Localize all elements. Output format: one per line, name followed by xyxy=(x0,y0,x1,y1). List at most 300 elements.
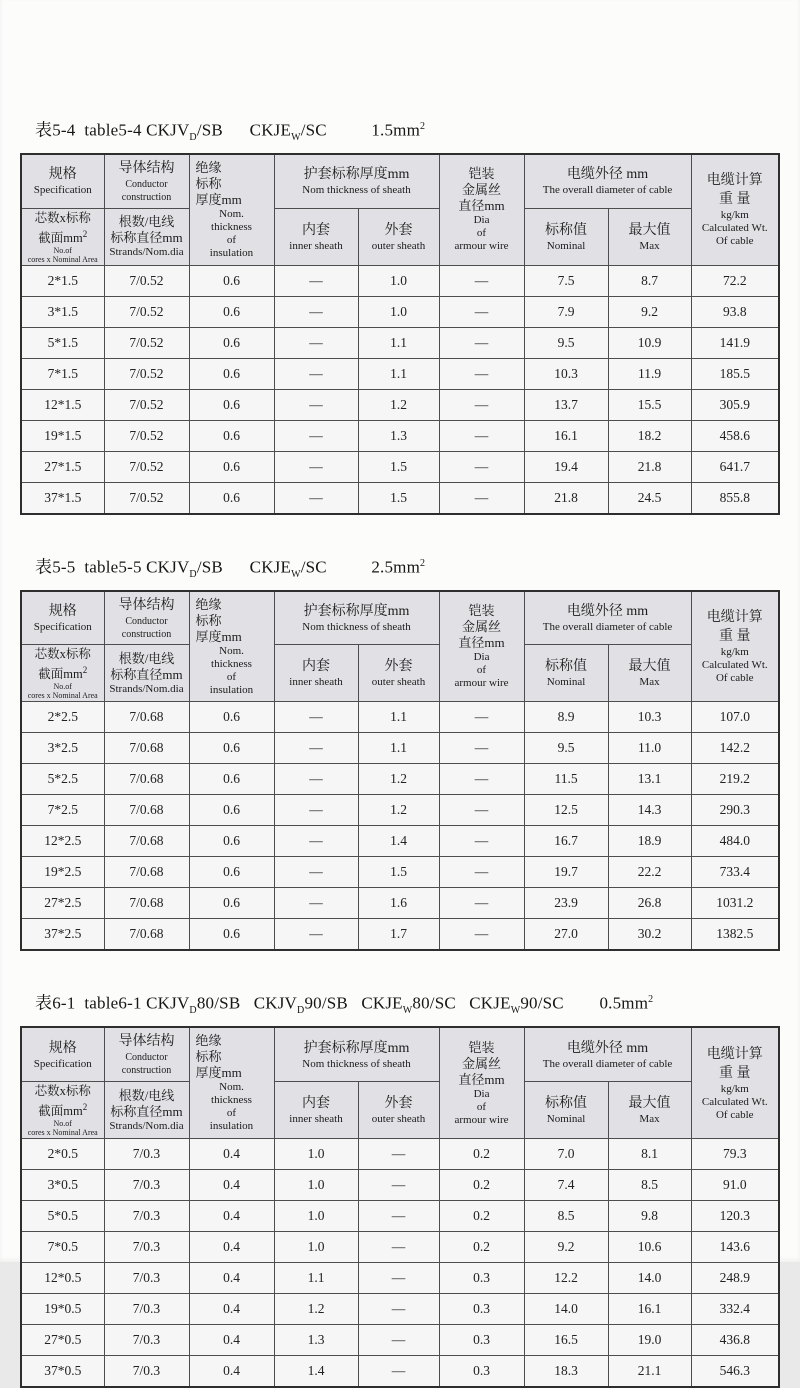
table-cell: 0.6 xyxy=(189,919,274,951)
table-cell: — xyxy=(439,265,524,296)
table-cell: 0.6 xyxy=(189,888,274,919)
table-cell: — xyxy=(274,919,358,951)
header-inner-zh: 内套 xyxy=(302,659,330,675)
header-nominal-value xyxy=(524,1081,608,1138)
table-cell: 19.4 xyxy=(524,451,608,482)
table-cell: 1031.2 xyxy=(691,888,779,919)
table-title-part: 80/SC CKJE xyxy=(412,994,511,1014)
table-cell: 7/0.3 xyxy=(104,1294,189,1325)
table-cell: — xyxy=(274,389,358,420)
header-strands-en: Strands/Nom.dia xyxy=(109,1119,184,1132)
table-cell: 7/0.52 xyxy=(104,451,189,482)
table-cell: 10.9 xyxy=(608,327,691,358)
table-cell: 12*1.5 xyxy=(21,389,104,420)
table-cell: — xyxy=(358,1232,439,1263)
header-strands-zh-line: 标称直径mm xyxy=(110,230,183,246)
table-cell: — xyxy=(439,826,524,857)
table-cell: 8.5 xyxy=(608,1170,691,1201)
table-cell: 7/0.68 xyxy=(104,702,189,733)
header-weight-en-line: Of cable xyxy=(715,235,754,248)
table-cell: 1.5 xyxy=(358,857,439,888)
cable-table-section xyxy=(20,114,778,515)
header-conductor-zh: 导体结构 xyxy=(118,597,175,613)
table-cell: — xyxy=(274,857,358,888)
table-row xyxy=(21,420,779,451)
table-cell: 5*2.5 xyxy=(21,764,104,795)
header-insulation-zh-line: 标称 xyxy=(195,175,222,191)
header-inner-en: inner sheath xyxy=(289,1113,343,1126)
table-cell: 0.6 xyxy=(189,451,274,482)
table-cell: 7/0.3 xyxy=(104,1356,189,1388)
header-weight-en-line: kg/km xyxy=(720,646,749,659)
superscript-2: 2 xyxy=(82,228,88,239)
cable-spec-table xyxy=(20,1026,780,1388)
table-row xyxy=(21,358,779,389)
header-weight-en-line: Of cable xyxy=(715,672,754,685)
table-cell: 7/0.68 xyxy=(104,826,189,857)
table-cell: 1.6 xyxy=(358,888,439,919)
table-title-part: 2 xyxy=(420,557,426,569)
table-cell: — xyxy=(274,795,358,826)
table-cell: 1.1 xyxy=(358,733,439,764)
header-max-value xyxy=(608,1081,691,1138)
header-insulation-en-line: insulation xyxy=(209,683,254,696)
header-cores-en-line: cores x Nominal Area xyxy=(27,254,98,264)
table-cell: 91.0 xyxy=(691,1170,779,1201)
header-armour-en-line: armour wire xyxy=(454,1113,509,1126)
table-cell: 23.9 xyxy=(524,888,608,919)
table-cell: 0.2 xyxy=(439,1232,524,1263)
table-title-part: 2 xyxy=(420,121,426,132)
header-insulation-thickness xyxy=(189,1027,274,1138)
header-conductor-zh: 导体结构 xyxy=(118,1034,175,1050)
table-row xyxy=(21,482,779,514)
header-max-value xyxy=(608,645,691,702)
header-insulation-thickness xyxy=(189,591,274,702)
header-weight-zh-line: 电缆计算 xyxy=(706,173,763,189)
table-cell: 2*0.5 xyxy=(21,1139,104,1170)
table-title-part: /SC 2.5mm xyxy=(300,557,421,577)
header-max-value xyxy=(608,208,691,265)
header-nominal-zh: 标称值 xyxy=(545,659,588,675)
table-cell: — xyxy=(358,1294,439,1325)
table-header xyxy=(21,1027,779,1138)
header-nominal-zh: 标称值 xyxy=(545,1096,588,1112)
header-cores-zh-line: 截面$mm^2$ xyxy=(38,1101,88,1119)
table-cell: 0.6 xyxy=(189,764,274,795)
table-cell: 7/0.3 xyxy=(104,1170,189,1201)
table-cell: 18.9 xyxy=(608,826,691,857)
header-inner-sheath xyxy=(274,645,358,702)
table-cell: 19.0 xyxy=(608,1325,691,1356)
header-conductor-en: Conductor construction xyxy=(121,615,172,640)
table-cell: 27*0.5 xyxy=(21,1325,104,1356)
table-cell: 1.5 xyxy=(358,482,439,514)
table-cell: 7/0.68 xyxy=(104,888,189,919)
header-cores-zh-line: 芯数x标称 xyxy=(34,1083,91,1098)
table-cell: — xyxy=(274,702,358,733)
table-row xyxy=(21,1170,779,1201)
header-conductor-en: Conductor construction xyxy=(121,1052,172,1077)
superscript-2: 2 xyxy=(82,1101,88,1112)
table-row xyxy=(21,795,779,826)
table-cell: 21.8 xyxy=(608,451,691,482)
table-cell: 5*0.5 xyxy=(21,1201,104,1232)
header-armour-wire-dia xyxy=(439,591,524,702)
header-sheath-zh: 护套标称厚度mm xyxy=(303,604,410,619)
table-cell: 15.5 xyxy=(608,389,691,420)
header-inner-sheath xyxy=(274,1081,358,1138)
header-weight-zh-line: 电缆计算 xyxy=(706,1046,763,1062)
table-cell: 1.1 xyxy=(358,358,439,389)
table-cell: 9.2 xyxy=(524,1232,608,1263)
header-max-zh: 最大值 xyxy=(628,1096,671,1112)
table-cell: 27*2.5 xyxy=(21,888,104,919)
table-cell: 0.4 xyxy=(189,1139,274,1170)
table-row xyxy=(21,857,779,888)
header-conductor-construction xyxy=(104,1027,189,1081)
table-title-part: 表6-1 table6-1 CKJV xyxy=(35,994,190,1014)
table-cell: 0.6 xyxy=(189,702,274,733)
header-strands-nom-dia xyxy=(104,645,189,702)
header-armour-en-line: Dia xyxy=(473,1087,490,1100)
table-row xyxy=(21,1139,779,1170)
table-cell: 12*2.5 xyxy=(21,826,104,857)
table-row xyxy=(21,451,779,482)
table-cell: — xyxy=(274,482,358,514)
table-cell: — xyxy=(358,1356,439,1388)
header-diameter-zh: 电缆外径 mm xyxy=(566,604,649,619)
header-insulation-en-line: insulation xyxy=(209,246,254,259)
header-insulation-en-line: of xyxy=(226,1107,237,1120)
header-sheath-en: Nom thickness of sheath xyxy=(302,184,411,197)
header-cores-zh-line: 截面$mm^2$ xyxy=(38,665,88,682)
table-row xyxy=(21,733,779,764)
table-cell: — xyxy=(439,296,524,327)
header-specification-zh: 规格 xyxy=(48,167,77,183)
table-cell: — xyxy=(274,420,358,451)
table-cell: 19.7 xyxy=(524,857,608,888)
table-cell: 0.6 xyxy=(189,795,274,826)
table-cell: 142.2 xyxy=(691,733,779,764)
header-armour-zh-line: 直径mm xyxy=(458,1071,505,1087)
table-cell: 1.5 xyxy=(358,451,439,482)
table-cell: 458.6 xyxy=(691,420,779,451)
header-diameter-en: The overall diameter of cable xyxy=(542,1057,673,1070)
table-cell: 72.2 xyxy=(691,265,779,296)
table-cell: 185.5 xyxy=(691,358,779,389)
table-cell: 484.0 xyxy=(691,826,779,857)
header-armour-zh-line: 铠装 xyxy=(468,603,495,619)
table-cell: 7/0.3 xyxy=(104,1325,189,1356)
header-max-en: Max xyxy=(639,239,660,252)
table-title-part: D xyxy=(189,132,197,144)
header-sheath-zh: 护套标称厚度mm xyxy=(303,167,410,183)
table-cell: 37*2.5 xyxy=(21,919,104,951)
table-cell: 0.6 xyxy=(189,389,274,420)
table-cell: 12.5 xyxy=(524,795,608,826)
table-cell: 0.3 xyxy=(439,1294,524,1325)
table-cell: 0.2 xyxy=(439,1139,524,1170)
header-inner-zh: 内套 xyxy=(302,1096,330,1112)
header-strands-zh-line: 标称直径mm xyxy=(110,666,183,682)
table-row xyxy=(21,1294,779,1325)
table-cell: 0.6 xyxy=(189,826,274,857)
table-cell: 0.6 xyxy=(189,482,274,514)
table-cell: 93.8 xyxy=(691,296,779,327)
header-armour-en-line: of xyxy=(476,1100,487,1113)
table-cell: 7/0.68 xyxy=(104,733,189,764)
header-row-sub xyxy=(21,645,779,702)
cable-table-section xyxy=(20,987,778,1388)
header-strands-nom-dia xyxy=(104,1081,189,1138)
table-cell: 1.4 xyxy=(358,826,439,857)
table-title-part: 90/SB CKJE xyxy=(304,994,403,1014)
header-strands-zh-line: 根数/电线 xyxy=(118,1087,175,1103)
table-cell: 3*1.5 xyxy=(21,296,104,327)
table-cell: — xyxy=(358,1263,439,1294)
header-insulation-en-line: of xyxy=(226,233,237,246)
table-cell: 19*1.5 xyxy=(21,420,104,451)
table-cell: 0.4 xyxy=(189,1325,274,1356)
table-cell: 0.6 xyxy=(189,733,274,764)
table-cell: 332.4 xyxy=(691,1294,779,1325)
header-row-top xyxy=(21,591,779,645)
table-cell: 7.9 xyxy=(524,296,608,327)
table-cell: 2*2.5 xyxy=(21,702,104,733)
header-overall-diameter xyxy=(524,154,691,208)
table-cell: 8.5 xyxy=(524,1201,608,1232)
header-cores-nominal-area xyxy=(21,645,104,702)
header-sheath-thickness xyxy=(274,1027,439,1081)
table-cell: 1.0 xyxy=(358,296,439,327)
table-title-part: W xyxy=(510,1005,521,1017)
header-specification-en: Specification xyxy=(33,1057,92,1070)
table-cell: 18.3 xyxy=(524,1356,608,1388)
table-cell: 8.1 xyxy=(608,1139,691,1170)
table-cell: — xyxy=(274,327,358,358)
table-cell: 22.2 xyxy=(608,857,691,888)
table-cell: 16.5 xyxy=(524,1325,608,1356)
table-cell: 18.2 xyxy=(608,420,691,451)
table-cell: 8.7 xyxy=(608,265,691,296)
table-cell: 7.0 xyxy=(524,1139,608,1170)
table-cell: 1.0 xyxy=(274,1170,358,1201)
header-nominal-value xyxy=(524,208,608,265)
table-cell: 1.2 xyxy=(358,764,439,795)
table-title xyxy=(20,551,778,587)
table-cell: 10.3 xyxy=(608,702,691,733)
table-row xyxy=(21,702,779,733)
table-cell: — xyxy=(439,358,524,389)
header-row-sub xyxy=(21,1081,779,1138)
table-cell: 1.4 xyxy=(274,1356,358,1388)
header-nominal-en: Nominal xyxy=(546,1113,586,1126)
header-overall-diameter xyxy=(524,591,691,645)
table-cell: — xyxy=(274,733,358,764)
table-title-part: /SC 1.5mm xyxy=(300,120,421,140)
table-cell: 7*0.5 xyxy=(21,1232,104,1263)
table-row xyxy=(21,1201,779,1232)
cable-table-section xyxy=(20,551,778,952)
table-cell: 0.2 xyxy=(439,1201,524,1232)
table-cell: 0.6 xyxy=(189,265,274,296)
table-cell: — xyxy=(439,764,524,795)
table-cell: — xyxy=(439,888,524,919)
table-cell: 2*1.5 xyxy=(21,265,104,296)
table-row xyxy=(21,1325,779,1356)
table-cell: 5*1.5 xyxy=(21,327,104,358)
table-cell: 16.1 xyxy=(608,1294,691,1325)
table-cell: 19*0.5 xyxy=(21,1294,104,1325)
table-cell: 7/0.3 xyxy=(104,1201,189,1232)
table-cell: 0.4 xyxy=(189,1263,274,1294)
header-weight-zh-line: 重 量 xyxy=(719,192,751,208)
table-cell: — xyxy=(439,857,524,888)
table-cell: 19*2.5 xyxy=(21,857,104,888)
table-title-part: 90/SC 0.5mm xyxy=(520,994,649,1014)
header-cores-zh-line: 芯数x标称 xyxy=(34,647,91,662)
header-armour-en-line: armour wire xyxy=(454,240,509,253)
table-row xyxy=(21,764,779,795)
table-cell: 14.0 xyxy=(524,1294,608,1325)
header-diameter-zh: 电缆外径 mm xyxy=(566,1040,649,1056)
table-cell: 37*1.5 xyxy=(21,482,104,514)
header-cores-zh-line: 截面$mm^2$ xyxy=(38,228,88,245)
table-cell: 24.5 xyxy=(608,482,691,514)
table-cell: 0.3 xyxy=(439,1356,524,1388)
table-cell: 1.2 xyxy=(358,389,439,420)
table-title-part: D xyxy=(189,568,197,580)
table-cell: 546.3 xyxy=(691,1356,779,1388)
header-weight-en-line: Of cable xyxy=(715,1108,754,1121)
cable-spec-table xyxy=(20,153,780,515)
table-cell: 7/0.68 xyxy=(104,919,189,951)
header-armour-zh-line: 铠装 xyxy=(468,166,495,182)
header-insulation-en-line: thickness xyxy=(211,1094,252,1107)
table-cell: 7/0.52 xyxy=(104,327,189,358)
table-cell: 0.3 xyxy=(439,1263,524,1294)
table-cell: 14.3 xyxy=(608,795,691,826)
table-cell: 8.9 xyxy=(524,702,608,733)
table-cell: — xyxy=(358,1170,439,1201)
header-strands-zh-line: 标称直径mm xyxy=(110,1103,183,1119)
table-title-part: 80/SB CKJV xyxy=(196,994,298,1014)
table-cell: 0.6 xyxy=(189,327,274,358)
header-armour-zh-line: 直径mm xyxy=(458,198,505,214)
table-header xyxy=(21,591,779,702)
table-cell: 143.6 xyxy=(691,1232,779,1263)
header-cores-en-line: No.of xyxy=(53,682,72,692)
table-title-part: /SB CKJE xyxy=(196,557,292,577)
table-header xyxy=(21,154,779,265)
header-specification xyxy=(21,1027,104,1081)
header-strands-zh-line: 根数/电线 xyxy=(118,214,175,230)
table-cell: 0.4 xyxy=(189,1294,274,1325)
header-inner-en: inner sheath xyxy=(289,239,343,252)
table-cell: — xyxy=(439,327,524,358)
header-specification-zh: 规格 xyxy=(48,1040,77,1056)
table-cell: — xyxy=(439,919,524,951)
superscript-2: 2 xyxy=(82,665,88,676)
table-cell: — xyxy=(439,482,524,514)
table-cell: 9.5 xyxy=(524,327,608,358)
table-cell: 7/0.52 xyxy=(104,389,189,420)
table-row xyxy=(21,1356,779,1388)
header-sheath-zh: 护套标称厚度mm xyxy=(303,1040,410,1056)
header-weight-en-line: Calculated Wt. xyxy=(701,659,768,672)
table-cell: 7/0.52 xyxy=(104,265,189,296)
header-sheath-en: Nom thickness of sheath xyxy=(302,1057,411,1070)
header-max-zh: 最大值 xyxy=(628,659,671,675)
table-cell: 3*0.5 xyxy=(21,1170,104,1201)
table-cell: 1.3 xyxy=(358,420,439,451)
table-cell: 1.0 xyxy=(274,1232,358,1263)
table-cell: 141.9 xyxy=(691,327,779,358)
table-cell: 7.5 xyxy=(524,265,608,296)
header-cores-nominal-area xyxy=(21,208,104,265)
table-cell: 290.3 xyxy=(691,795,779,826)
table-cell: 7/0.52 xyxy=(104,420,189,451)
table-cell: 12.2 xyxy=(524,1263,608,1294)
table-cell: 1.0 xyxy=(358,265,439,296)
header-specification-zh: 规格 xyxy=(48,604,77,619)
table-cell: 11.9 xyxy=(608,358,691,389)
table-cell: 1.1 xyxy=(358,702,439,733)
header-specification-en: Specification xyxy=(33,621,92,633)
header-armour-zh-line: 金属丝 xyxy=(462,1055,502,1071)
header-sheath-thickness xyxy=(274,154,439,208)
table-cell: — xyxy=(274,764,358,795)
header-armour-en-line: of xyxy=(476,227,487,240)
table-cell: — xyxy=(439,733,524,764)
cable-spec-table xyxy=(20,590,780,952)
header-weight-zh-line: 重 量 xyxy=(719,1065,751,1081)
table-cell: 1.1 xyxy=(358,327,439,358)
table-cell: 7/0.52 xyxy=(104,358,189,389)
header-nominal-en: Nominal xyxy=(546,239,586,252)
header-insulation-en-line: thickness xyxy=(211,657,252,670)
table-cell: 12*0.5 xyxy=(21,1263,104,1294)
header-row-sub xyxy=(21,208,779,265)
table-cell: 27.0 xyxy=(524,919,608,951)
table-cell: 37*0.5 xyxy=(21,1356,104,1388)
header-outer-zh: 外套 xyxy=(384,1096,413,1112)
table-cell: 21.8 xyxy=(524,482,608,514)
table-cell: 7/0.68 xyxy=(104,795,189,826)
header-nominal-zh: 标称值 xyxy=(545,222,588,238)
table-cell: 3*2.5 xyxy=(21,733,104,764)
header-insulation-en-line: Nom. xyxy=(219,1081,244,1094)
header-outer-en: outer sheath xyxy=(371,239,426,252)
table-title-part: W xyxy=(402,1005,413,1017)
table-cell: 436.8 xyxy=(691,1325,779,1356)
header-specification-en: Specification xyxy=(33,184,92,197)
table-row xyxy=(21,265,779,296)
header-diameter-en: The overall diameter of cable xyxy=(542,621,673,633)
table-cell: — xyxy=(274,451,358,482)
header-outer-zh: 外套 xyxy=(384,659,413,675)
header-calculated-weight xyxy=(691,591,779,702)
header-strands-nom-dia xyxy=(104,208,189,265)
header-insulation-en-line: Nom. xyxy=(219,644,244,657)
header-weight-en-line: Calculated Wt. xyxy=(701,1095,768,1108)
table-cell: — xyxy=(439,451,524,482)
table-cell: 14.0 xyxy=(608,1263,691,1294)
header-cores-zh-line: 芯数x标称 xyxy=(34,210,91,225)
header-insulation-en-line: of xyxy=(226,670,237,683)
table-cell: 7.4 xyxy=(524,1170,608,1201)
